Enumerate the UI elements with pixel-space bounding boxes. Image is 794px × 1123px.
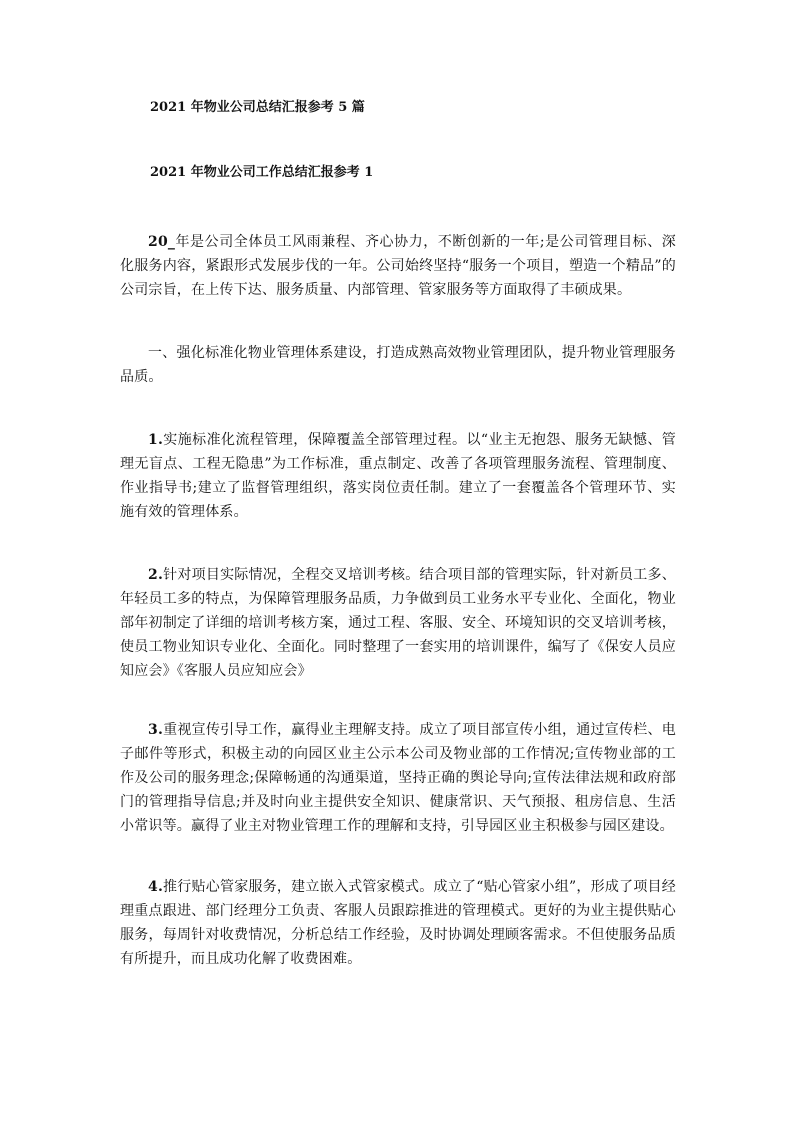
item-paragraph-1: [120, 428, 676, 524]
document-title: 2021 年物业公司总结汇报参考 5 篇: [150, 100, 365, 115]
item-4-number: 4.: [148, 879, 164, 895]
item-2-number: 2.: [148, 567, 164, 583]
item-4-text: 推行贴心管家服务，建立嵌入式管家模式。成立了“贴心管家小组”，形成了项目经理重点跟进、部门经理分工负责、客服人员跟踪推进的管理模式。更好的为业主提供贴心服务，每周针对收费情况，分析总结工作经验，及时协调处理顾客需求。不但使服务品质有所提升，而且成功化解了收费困难。: [120, 879, 676, 967]
intro-lead: 20_: [148, 234, 176, 250]
item-3-text: 重视宣传引导工作，赢得业主理解支持。成立了项目部宣传小组，通过宣传栏、电子邮件等形式，积极主动的向园区业主公示本公司及物业部的工作情况;宣传物业部的工作及公司的服务理念;保障畅通的沟通渠道，坚持正确的舆论导向;宣传法律法规和政府部门的管理指导信息;并及时向业主提供安全知识、健康常识、天气预报、租房信息、生活小常识等。赢得了业主对物业管理工作的理解和支持，引导园区业主积极参与园区建设。: [120, 722, 676, 834]
heading-paragraph-1: 一、强化标准化物业管理体系建设，打造成熟高效物业管理团队，提升物业管理服务品质。: [120, 345, 676, 385]
item-paragraph-2: [120, 563, 676, 683]
section-title: 2021 年物业公司工作总结汇报参考 1: [150, 165, 374, 180]
intro-paragraph: [120, 230, 676, 302]
item-paragraph-4: [120, 875, 676, 971]
item-paragraph-3: [120, 718, 676, 838]
item-1-text: 实施标准化流程管理，保障覆盖全部管理过程。以“业主无抱怨、服务无缺憾、管理无盲点、工程无隐患”为工作标准，重点制定、改善了各项管理服务流程、管理制度、作业指导书;建立了监督管理组织，落实岗位责任制。建立了一套覆盖各个管理环节、实施有效的管理体系。: [120, 432, 676, 520]
item-3-number: 3.: [148, 722, 164, 738]
item-2-text: 针对项目实际情况，全程交叉培训考核。结合项目部的管理实际，针对新员工多、年轻员工多的特点，为保障管理服务品质，力争做到员工业务水平专业化、全面化，物业部年初制定了详细的培训考核方案，通过工程、客服、安全、环境知识的交叉培训考核，使员工物业知识专业化、全面化。同时整理了一套实用的培训课件，编写了《保安人员应知应会》《客服人员应知应会》: [120, 567, 676, 679]
intro-text: 年是公司全体员工风雨兼程、齐心协力，不断创新的一年;是公司管理目标、深化服务内容，紧跟形式发展步伐的一年。公司始终坚持“服务一个项目，塑造一个精品”的公司宗旨，在上传下达、服务质量、内部管理、管家服务等方面取得了丰硕成果。: [120, 234, 676, 298]
item-1-number: 1.: [148, 432, 164, 448]
